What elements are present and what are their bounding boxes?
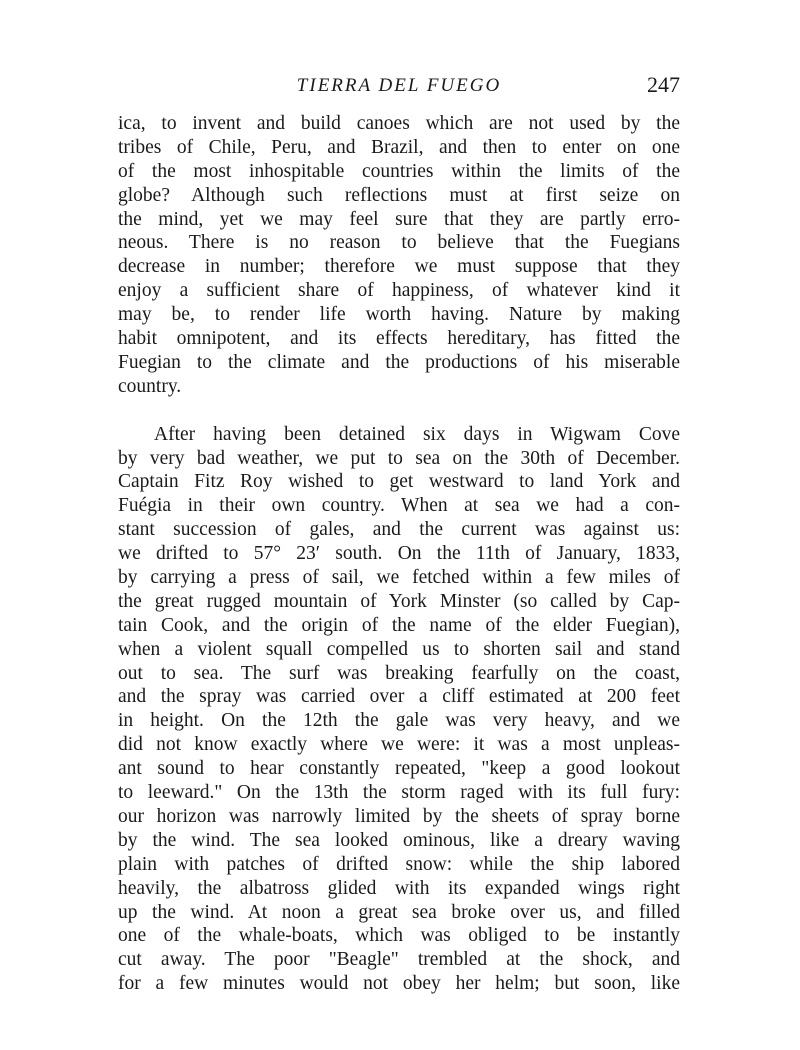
text-line: the great rugged mountain of York Minster (so called by Cap- [118,590,680,612]
text-line: in height. On the 12th the gale was very heavy, and we [118,710,680,732]
text-line: we drifted to 57° 23′ south. On the 11th of January, 1833, [118,543,680,565]
text-line: for a few minutes would not obey her helm; but soon, like [118,973,680,995]
running-header [118,72,680,102]
text-line: ant sound to hear constantly repeated, "keep a good lookout [118,758,680,780]
text-line: by carrying a press of sail, we fetched within a few miles of [118,567,680,589]
text-line: of the most inhospitable countries within the limits of the [118,160,680,182]
text-line: decrease in number; therefore we must suppose that they [118,256,680,278]
text-line: may be, to render life worth having. Nature by making [118,304,680,326]
text-line: After having been detained six days in Wigwam Cove [154,423,680,445]
text-line: Fuegian to the climate and the productions of his miserable [118,351,680,373]
text-line: our horizon was narrowly limited by the sheets of spray borne [118,805,680,827]
text-line: tain Cook, and the origin of the name of the elder Fuegian), [118,614,680,636]
text-line: one of the whale-boats, which was obliged to be instantly [118,925,680,947]
paragraph-2 [118,423,680,996]
text-line: enjoy a sufficient share of happiness, of whatever kind it [118,280,680,302]
body-text [118,112,680,996]
text-line: ica, to invent and build canoes which are not used by the [118,113,680,134]
text-line: cut away. The poor "Beagle" trembled at the shock, and [118,949,680,971]
text-line: up the wind. At noon a great sea broke over us, and filled [118,901,680,923]
text-line: tribes of Chile, Peru, and Brazil, and then to enter on one [118,136,680,158]
text-line: by the wind. The sea looked ominous, like a dreary waving [118,829,680,851]
text-line: stant succession of gales, and the current was against us: [118,519,680,541]
text-line: habit omnipotent, and its effects hereditary, has fitted the [118,328,680,350]
paragraph-1 [118,112,680,399]
text-line: neous. There is no reason to believe that the Fuegians [118,232,680,254]
text-line: to leeward." On the 13th the storm raged with its full fury: [118,782,680,804]
text-line: heavily, the albatross glided with its expanded wings right [118,877,680,899]
paragraph-spacer [118,399,680,423]
text-line: by very bad weather, we put to sea on the 30th of December. [118,447,680,469]
text-line: plain with patches of drifted snow: while the ship labored [118,853,680,875]
text-line: and the spray was carried over a cliff estimated at 200 feet [118,686,680,708]
text-line: the mind, yet we may feel sure that they are partly erro- [118,208,680,230]
text-line: Fuégia in their own country. When at sea we had a con- [118,495,680,517]
text-line: out to sea. The surf was breaking fearfully on the coast, [118,662,680,684]
text-line: when a violent squall compelled us to shorten sail and stand [118,638,680,660]
running-title: TIERRA DEL FUEGO [296,75,502,96]
text-line: did not know exactly where we were: it was a most unpleas- [118,734,680,756]
text-line: globe? Although such reflections must at first seize on [118,184,680,206]
text-line: country. [118,375,182,397]
text-line: Captain Fitz Roy wished to get westward to land York and [118,471,680,493]
page-number: 247 [647,72,680,97]
